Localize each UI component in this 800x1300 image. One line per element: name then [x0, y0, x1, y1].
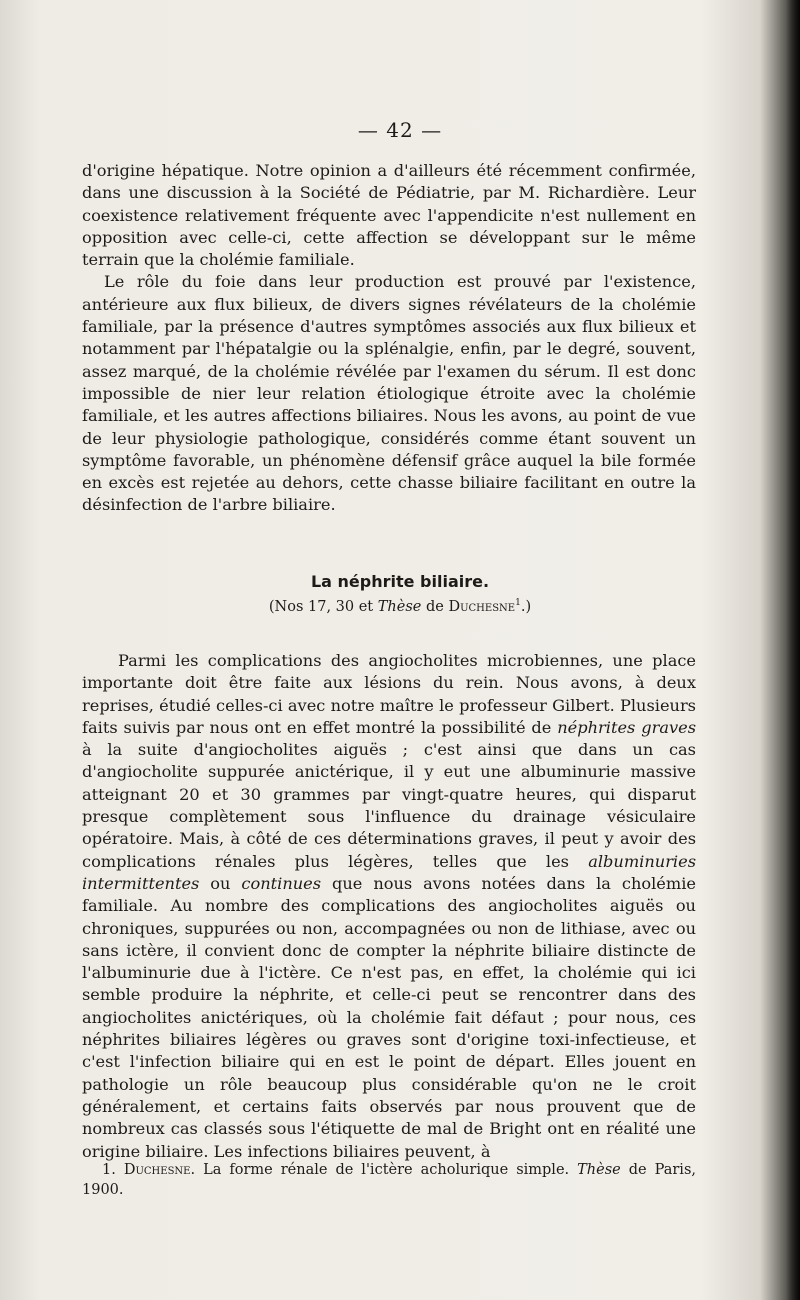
section-ref-de: de [421, 598, 449, 615]
section-reference [0, 598, 800, 615]
body-text-4: que nous avons notées dans la cholémie familiale. Au nombre des complications des angiocholites aiguës ou chroniques, suppurées ou non, accompagnées ou non de lithiase, avec ou sans ictère, il convient donc de compter la néphrite biliaire distincte de l'albuminurie due à l'ictère. Ce n'est pas, en effet, la cholémie qui ici semble produire la néphrite, et celle-ci peut se rencontrer dans des angiocholites anictériques, où la cholémie fait défaut ; pour nous, ces néphrites biliaires légères ou graves sont d'origine toxi-infectieuse, et c'est l'infection biliaire qui en est le point de départ. Elles jouent en pathologie un rôle beaucoup plus considérable qu'on ne le croit généralement, et certains faits observés par nous prouvent que de nombreux cas classés sous l'étiquette de mal de Bright ont en réalité une origine biliaire. Les infections biliaires peuvent, à [82, 873, 696, 1161]
footnote-title: . La forme rénale de l'ictère acholurique simple. [190, 1162, 578, 1178]
body-text-3: ou [199, 873, 242, 893]
binding-shadow [786, 0, 800, 1300]
intro-paragraphs [82, 160, 696, 517]
section-ref-these: Thèse [377, 598, 422, 615]
paragraph-nephrite [82, 650, 696, 1163]
body-emph-1: néphrites graves [557, 717, 697, 737]
paragraph-role-du-foie: Le rôle du foie dans leur production est prouvé par l'existence, antérieure aux flux bilieux, de divers signes révélateurs de la cholémie familiale, par la présence d'autres symptômes associés aux flux bilieux et notamment par l'hépatalgie ou la splénalgie, enfin, par le degré, souvent, assez marqué, de la cholémie révélée par l'examen du sérum. Il est donc impossible de nier leur relation étiologique étroite avec la cholémie familiale, et les autres affections biliaires. Nous les avons, au point de vue de leur physiologie pathologique, considérés comme étant souvent un symptôme favorable, un phénomène défensif grâce auquel la bile formée en excès est rejetée au dehors, cette chasse biliaire facilitant en outre la désinfection de l'arbre biliaire. [82, 272, 696, 515]
footnote-these: Thèse [577, 1162, 621, 1178]
nephrite-body [82, 650, 696, 1163]
section-ref-author: Duchesne [448, 598, 516, 615]
body-text-1: Parmi les complications des angiocholites microbiennes, une place importante doit être faite aux lésions du rein. Nous avons, à deux reprises, étudié celles-ci avec notre maître le professeur Gilbert. Plusieurs faits suivis par nous ont en effet montré la possibilité de [82, 651, 696, 737]
footnote-text [82, 1160, 696, 1200]
section-ref-suffix: .) [520, 598, 532, 615]
body-text-2: à la suite d'angiocholites aiguës ; c'est ainsi que dans un cas d'angiocholite suppurée anictérique, il y eut une albuminurie massive atteignant 20 et 30 grammes par vingt-quatre heures, qui disparut presque complètement sous l'influence du drainage vésiculaire opératoire. Mais, à côté de ces déterminations graves, il peut y avoir des complications rénales plus légères, telles que les [82, 740, 696, 871]
body-emph-2: albuminuries intermittentes [82, 851, 696, 893]
footnote [82, 1160, 696, 1200]
footnote-place-year: de Paris, 1900. [82, 1162, 696, 1198]
footnote-marker: 1 [515, 598, 521, 608]
footnote-author: Duchesne [123, 1162, 191, 1178]
body-emph-3: continues [241, 873, 322, 893]
paragraph-continuation: d'origine hépatique. Notre opinion a d'ailleurs été récemment confirmée, dans une discussion à la Société de Pédiatrie, par M. Richardière. Leur coexistence relativement fréquente avec l'appendicite n'est nullement en opposition avec celle-ci, cette affection se développant sur le même terrain que la cholémie familiale. [82, 161, 696, 270]
section-heading: La néphrite biliaire. [310, 572, 490, 591]
footnote-number: 1. [102, 1162, 124, 1178]
section-ref-prefix: (Nos 17, 30 et [268, 598, 378, 615]
page-number: — 42 — [357, 118, 443, 142]
